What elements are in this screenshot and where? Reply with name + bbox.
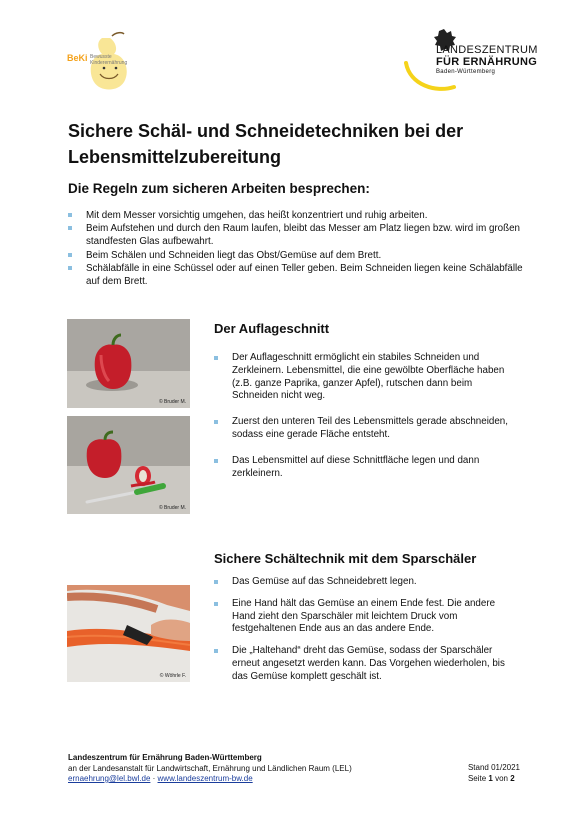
bullet-icon: [68, 213, 72, 217]
list-item: Beim Aufstehen und durch den Raum laufen, bleibt das Messer am Platz liegen bzw. wird im großen standfesten Glas aufbewahrt.: [68, 222, 528, 248]
bullet-icon: [68, 226, 72, 230]
page-title: Sichere Schäl- und Schneidetechniken bei der Lebensmittelzubereitung: [68, 121, 464, 167]
list-item: Beim Schälen und Schneiden liegt das Obst/Gemüse auf dem Brett.: [68, 249, 528, 262]
bullet-icon: [214, 459, 218, 463]
list-item: Das Gemüse auf das Schneidebrett legen.: [214, 576, 518, 589]
bullet-icon: [214, 356, 218, 360]
footer-website-link[interactable]: www.landeszentrum-bw.de: [157, 774, 253, 783]
bullet-icon: [68, 266, 72, 270]
footer-meta: [468, 763, 520, 784]
photo-cut-pepper: [67, 416, 190, 514]
footer-org: Landeszentrum für Ernährung Baden-Württemberg: [68, 753, 262, 762]
auflageschnitt-list: [214, 352, 512, 480]
rules-heading: Die Regeln zum sicheren Arbeiten besprechen:: [68, 181, 370, 196]
photo-peeling-carrot: [67, 585, 190, 682]
bullet-icon: [214, 649, 218, 653]
list-item: Mit dem Messer vorsichtig umgehen, das heißt konzentriert und ruhig arbeiten.: [68, 209, 528, 222]
photo-credit: © Bruder M.: [158, 505, 186, 511]
list-item: Zuerst den unteren Teil des Lebensmittels gerade abschneiden, sodass eine gerade Fläche entsteht.: [214, 416, 512, 442]
beki-tagline: Bewusste Kinderernährung: [90, 54, 128, 66]
footer-contact: ernaehrung@lel.bwl.de · www.landeszentrum-bw.de: [68, 774, 253, 783]
bullet-icon: [214, 580, 218, 584]
photo-whole-pepper: [67, 319, 190, 408]
bullet-icon: [214, 420, 218, 424]
list-item: Das Lebensmittel auf diese Schnittfläche legen und dann zerkleinern.: [214, 455, 512, 481]
photo-credit: © Wöhrle F.: [159, 673, 186, 679]
beki-logo: [62, 30, 142, 96]
footer-stand: Stand 01/2021: [467, 763, 520, 772]
photo-credit: © Bruder M.: [158, 399, 186, 405]
list-item: Eine Hand hält das Gemüse an einem Ende fest. Die andere Hand zieht den Sparschäler mit leichtem Druck vom festgehaltenen Ende aus an das andere Ende.: [214, 598, 518, 636]
rules-list: [68, 209, 528, 288]
landeszentrum-wordmark: LANDESZENTRUM FÜR ERNÄHRUNG Baden-Württemberg: [436, 44, 538, 75]
beki-brand: BeKi: [67, 53, 88, 63]
landeszentrum-logo: [402, 27, 538, 93]
list-item: Der Auflageschnitt ermöglicht ein stabiles Schneiden und Zerkleinern. Lebensmittel, die eine gewölbte Oberfläche haben (z.B. ganze Paprika, ganzer Apfel), rutschen dann beim Schneiden nicht weg.: [214, 352, 512, 403]
footer: [68, 753, 520, 785]
bullet-icon: [68, 253, 72, 257]
sparschaeler-list: [214, 576, 518, 684]
list-item: Schälabfälle in eine Schüssel oder auf einen Teller geben. Beim Schneiden liegen keine Schälabfälle auf dem Brett.: [68, 262, 528, 288]
list-item: Die „Haltehand“ dreht das Gemüse, sodass der Sparschäler erneut angesetzt werden kann. Das Vorgehen wiederholen, bis das Gemüse komplett geschält ist.: [214, 645, 518, 683]
footer-institute: an der Landesanstalt für Landwirtschaft, Ernährung und Ländlichen Raum (LEL): [68, 763, 352, 773]
section-heading-sparschaeler: Sichere Schältechnik mit dem Sparschäler: [214, 551, 477, 566]
footer-page-number: Seite 1 von 2: [467, 773, 515, 783]
section-heading-auflageschnitt: Der Auflageschnitt: [214, 321, 330, 336]
bullet-icon: [214, 602, 218, 606]
footer-email-link[interactable]: ernaehrung@lel.bwl.de: [68, 774, 151, 783]
